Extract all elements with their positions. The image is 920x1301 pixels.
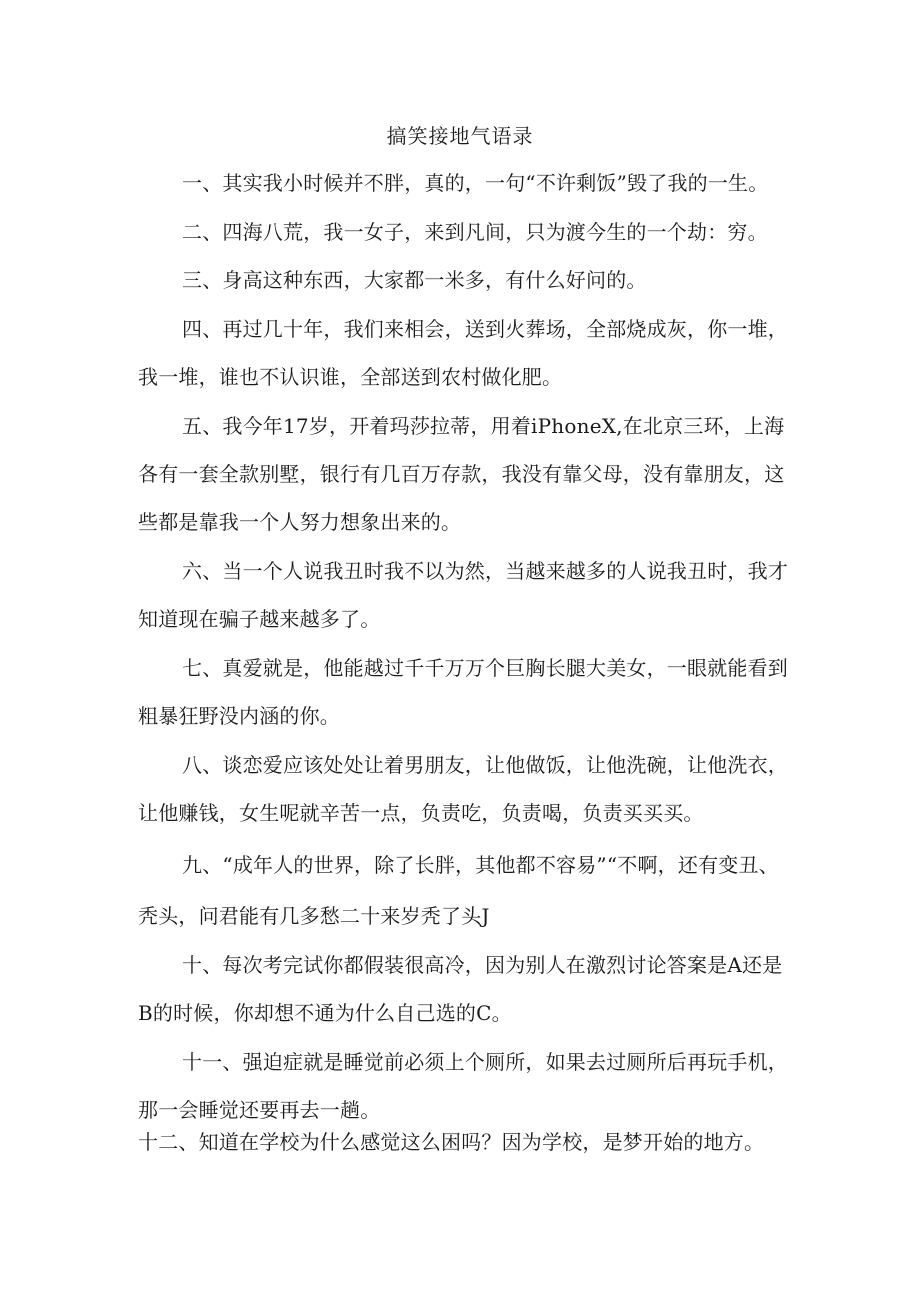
quote-6-line-1: 六、当一个人说我丑时我不以为然，当越来越多的人说我丑时，我才 — [182, 559, 788, 583]
document-title: 搞笑接地气语录 — [386, 124, 534, 148]
quote-5-line-2: 各有一套全款别墅，银行有几百万存款，我没有靠父母，没有靠朋友，这 — [138, 462, 785, 486]
quote-3-line-1: 三、身高这种东西，大家都一米多，有什么好问的。 — [182, 268, 647, 292]
quote-7-line-1: 七、真爱就是，他能越过千千万万个巨胸长腿大美女，一眼就能看到 — [182, 656, 788, 680]
quote-6-line-2: 知道现在骗子越来越多了。 — [138, 607, 381, 631]
quote-2-line-1: 二、四海八荒，我一女子，来到凡间，只为渡今生的一个劫：穷。 — [182, 220, 768, 244]
quote-8-line-1: 八、谈恋爱应该处处让着男朋友，让他做饭，让他洗碗，让他洗衣， — [182, 753, 788, 777]
quote-5-line-1: 五、我今年17岁，开着玛莎拉蒂，用着iPhoneX,在北京三环，上海 — [182, 414, 785, 438]
quote-4-line-2: 我一堆，谁也不认识谁，全部送到农村做化肥。 — [138, 365, 563, 389]
quote-8-line-2: 让他赚钱，女生呢就辛苦一点，负责吃，负责喝，负责买买买。 — [138, 801, 704, 825]
quote-10-line-1: 十、每次考完试你都假装很高冷，因为别人在激烈讨论答案是A还是 — [182, 953, 783, 977]
quote-4-line-1: 四、再过几十年，我们来相会，送到火葬场，全部烧成灰，你一堆， — [182, 317, 788, 341]
quote-11-line-1: 十一、强迫症就是睡觉前必须上个厕所，如果去过厕所后再玩手机， — [182, 1050, 788, 1074]
quote-5-line-3: 些都是靠我一个人努力想象出来的。 — [138, 510, 462, 534]
quote-11-line-2: 那一会睡觉还要再去一趟。 — [138, 1098, 381, 1122]
quote-7-line-2: 粗暴狂野没内涵的你。 — [138, 704, 340, 728]
quote-10-line-2: B的时候，你却想不通为什么自己选的C。 — [138, 1001, 512, 1025]
quote-9-line-2: 秃头，问君能有几多愁二十来岁秃了头J — [138, 904, 490, 928]
quote-9-line-1: 九、“成年人的世界，除了长胖，其他都不容易”“不啊，还有变丑、 — [182, 853, 779, 877]
quote-12-line-1: 十二、知道在学校为什么感觉这么困吗？因为学校，是梦开始的地方。 — [138, 1130, 765, 1154]
quote-1-line-1: 一、其实我小时候并不胖，真的，一句“不许剩饭”毁了我的一生。 — [182, 171, 769, 195]
